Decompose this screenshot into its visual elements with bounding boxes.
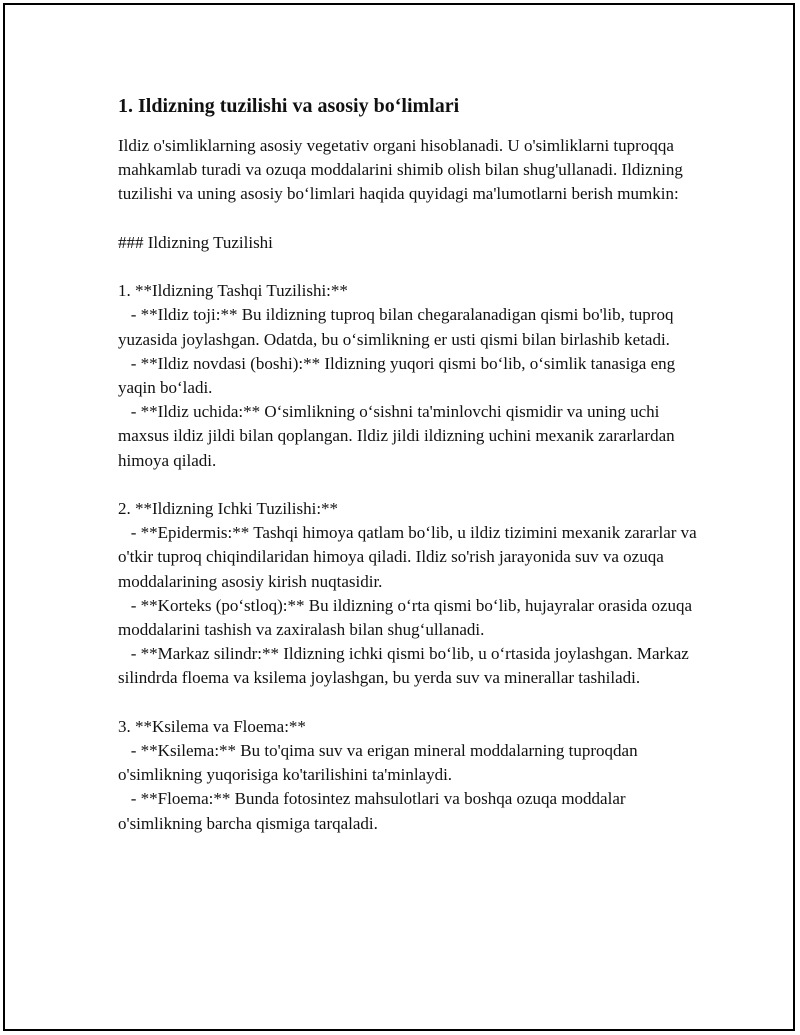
spacer: [118, 473, 698, 497]
section-title: 1. **Ildizning Tashqi Tuzilishi:**: [118, 281, 348, 301]
list-item: - **Ildiz uchida:** O‘simlikning o‘sishni ta'minlovchi qismidir va uning uchi maxsus ildiz jildi bilan qoplangan. Ildiz jildi ildizning uchini mexanik zararlardan himoya qiladi.: [118, 402, 679, 470]
section-internal-structure: [118, 497, 701, 691]
intro-paragraph: Ildiz o'simliklarning asosiy vegetativ organi hisoblanadi. U o'simliklarni tuproqqa mahkamlab turadi va ozuqa moddalarini shimib olish bilan shug'ullanadi. Ildizning tuzilishi va uning asosiy bo‘limlari haqida quyidagi ma'lumotlarni berish mumkin:: [118, 136, 688, 204]
spacer: [118, 691, 698, 715]
section-heading: ### Ildizning Tuzilishi: [118, 232, 273, 252]
list-item: - **Korteks (po‘stloq):** Bu ildizning o‘rta qismi bo‘lib, hujayralar orasida ozuqa moddalarini tashish va zaxiralash bilan shug‘ullanadi.: [118, 595, 697, 640]
section-title: 2. **Ildizning Ichki Tuzilishi:**: [118, 499, 339, 518]
spacer: [118, 255, 698, 279]
list-item: - **Ildiz toji:** Bu ildizning tuproq bilan chegaralanadigan qismi bo'lib, tuproq yuzasida joylashgan. Odatda, bu o‘simlikning er usti qismi bilan birlashib ketadi.: [118, 305, 678, 349]
spacer: [118, 207, 698, 231]
document-body: [118, 92, 701, 836]
list-item: - **Epidermis:** Tashqi himoya qatlam bo‘lib, u ildiz tizimini mexanik zararlar va o'tkir tuproq chiqindilaridan himoya qiladi. Ildiz so'rish jarayonida suv va ozuqa moddalarining asosiy kirish nuqtasidir.: [118, 523, 701, 591]
list-item: - **Ildiz novdasi (boshi):** Ildizning yuqori qismi bo‘lib, o‘simlik tanasiga eng yaqin bo‘ladi.: [118, 353, 680, 397]
list-item: - **Markaz silindr:** Ildizning ichki qismi bo‘lib, u o‘rtasida joylashgan. Markaz silindrda floema va ksilema joylashgan, bu yerda suv va minerallar tashiladi.: [118, 644, 694, 688]
section-external-structure: [118, 279, 698, 473]
section-title: 3. **Ksilema va Floema:**: [118, 716, 306, 736]
document-title: 1. Ildizning tuzilishi va asosiy bo‘limlari: [118, 95, 460, 117]
section-xylem-phloem: [118, 715, 698, 836]
list-item: - **Ksilema:** Bu to'qima suv va erigan mineral moddalarning tuproqdan o'simlikning yuqorisiga ko'tarilishini ta'minlaydi.: [118, 741, 642, 785]
list-item: - **Floema:** Bunda fotosintez mahsulotlari va boshqa ozuqa moddalar o'simlikning barcha qismiga tarqaladi.: [118, 789, 630, 833]
